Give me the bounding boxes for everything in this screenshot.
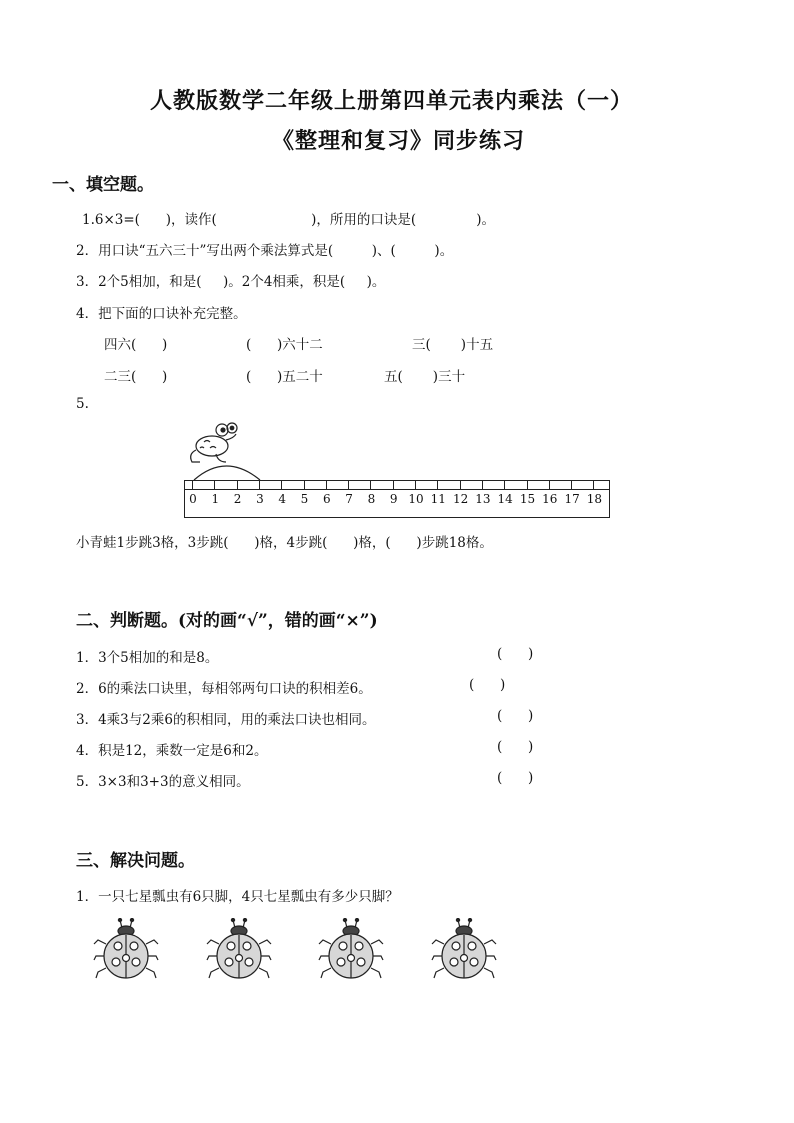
- number-line-tick: [259, 481, 260, 489]
- verse-blank-1: 四六( ): [104, 337, 168, 353]
- number-line: [184, 480, 610, 518]
- section1-heading: 一、填空题。: [52, 175, 154, 195]
- number-line-label: 6: [322, 492, 331, 506]
- number-line-label: 1: [211, 492, 220, 506]
- fill-q2: 2．用口诀“五六三十”写出两个乘法算式是( )、( )。: [76, 243, 454, 259]
- verse-blank-2: ( )六十二: [246, 337, 323, 353]
- number-line-label: 5: [300, 492, 309, 506]
- number-line-tick: [593, 481, 594, 489]
- fill-q3: 3．2个5相加，和是( )。2个4相乘，积是( )。: [76, 274, 386, 290]
- judge-item-4: 4．积是12，乘数一定是6和2。: [76, 743, 268, 759]
- number-line-tick: [214, 481, 215, 489]
- number-line-label: 8: [367, 492, 376, 506]
- ladybug-icon: [317, 918, 387, 984]
- section3-heading: 三、解决问题。: [76, 851, 195, 871]
- number-line-tick: [437, 481, 438, 489]
- number-line-tick: [237, 481, 238, 489]
- number-line-tick: [527, 481, 528, 489]
- number-line-label: 9: [389, 492, 398, 506]
- number-line-tick: [192, 481, 193, 489]
- number-line-label: 15: [519, 492, 536, 506]
- fill-q4: 4．把下面的口诀补充完整。: [76, 306, 247, 322]
- judge-answer-1: ( ): [497, 646, 534, 662]
- ladybug-icon: [430, 918, 500, 984]
- ladybug-icon: [205, 918, 275, 984]
- number-line-tick: [571, 481, 572, 489]
- ladybug-icon: [92, 918, 162, 984]
- judge-item-5: 5．3×3和3+3的意义相同。: [76, 774, 250, 790]
- judge-answer-3: ( ): [497, 708, 534, 724]
- number-line-tick: [482, 481, 483, 489]
- fill-q5-label: 5.: [76, 396, 89, 412]
- number-line-tick: [370, 481, 371, 489]
- number-line-label: 4: [278, 492, 287, 506]
- number-line-label: 12: [452, 492, 469, 506]
- number-line-label: 10: [408, 492, 424, 506]
- jump-arc: [186, 458, 266, 482]
- number-line-label: 13: [475, 492, 491, 506]
- number-line-label: 7: [345, 492, 353, 506]
- number-line-tick: [393, 481, 394, 489]
- fill-q1: 1.6×3=( )，读作( )，所用的口诀是( )。: [82, 212, 496, 228]
- number-line-label: 3: [256, 492, 264, 506]
- judge-answer-2: ( ): [469, 677, 506, 693]
- number-line-tick: [348, 481, 349, 489]
- problem-q1: 1．一只七星瓢虫有6只脚，4只七星瓢虫有多少只脚？: [76, 889, 399, 905]
- number-line-tick: [326, 481, 327, 489]
- verse-blank-5: ( )五二十: [246, 369, 323, 385]
- number-line-tick: [549, 481, 550, 489]
- number-line-label: 0: [189, 492, 197, 506]
- verse-blank-6: 五( )三十: [384, 369, 466, 385]
- number-line-label: 17: [564, 492, 580, 506]
- verse-blank-3: 三( )十五: [412, 337, 494, 353]
- judge-item-2: 2．6的乘法口诀里，每相邻两句口诀的积相差6。: [76, 681, 372, 697]
- doc-title-line2: 《整理和复习》同步练习: [272, 128, 526, 154]
- number-line-label: 16: [542, 492, 558, 506]
- number-line-tick: [460, 481, 461, 489]
- number-line-tick: [504, 481, 505, 489]
- doc-title-line1: 人教版数学二年级上册第四单元表内乘法（一）: [150, 88, 634, 114]
- judge-item-3: 3．4乘3与2乘6的积相同，用的乘法口诀也相同。: [76, 712, 376, 728]
- number-line-tick: [415, 481, 416, 489]
- number-line-tick: [304, 481, 305, 489]
- verse-blank-4: 二三( ): [104, 369, 168, 385]
- judge-item-1: 1．3个5相加的和是8。: [76, 650, 219, 666]
- number-line-tick: [281, 481, 282, 489]
- number-line-label: 14: [497, 492, 513, 506]
- number-line-label: 11: [430, 492, 446, 506]
- judge-answer-5: ( ): [497, 770, 534, 786]
- judge-answer-4: ( ): [497, 739, 534, 755]
- number-line-label: 2: [233, 492, 242, 506]
- section2-heading: 二、判断题。(对的画“√”，错的画“×”): [76, 611, 378, 631]
- number-line-label: 18: [586, 492, 603, 506]
- fill-q5-text: 小青蛙1步跳3格，3步跳( )格，4步跳( )格，( )步跳18格。: [76, 535, 493, 551]
